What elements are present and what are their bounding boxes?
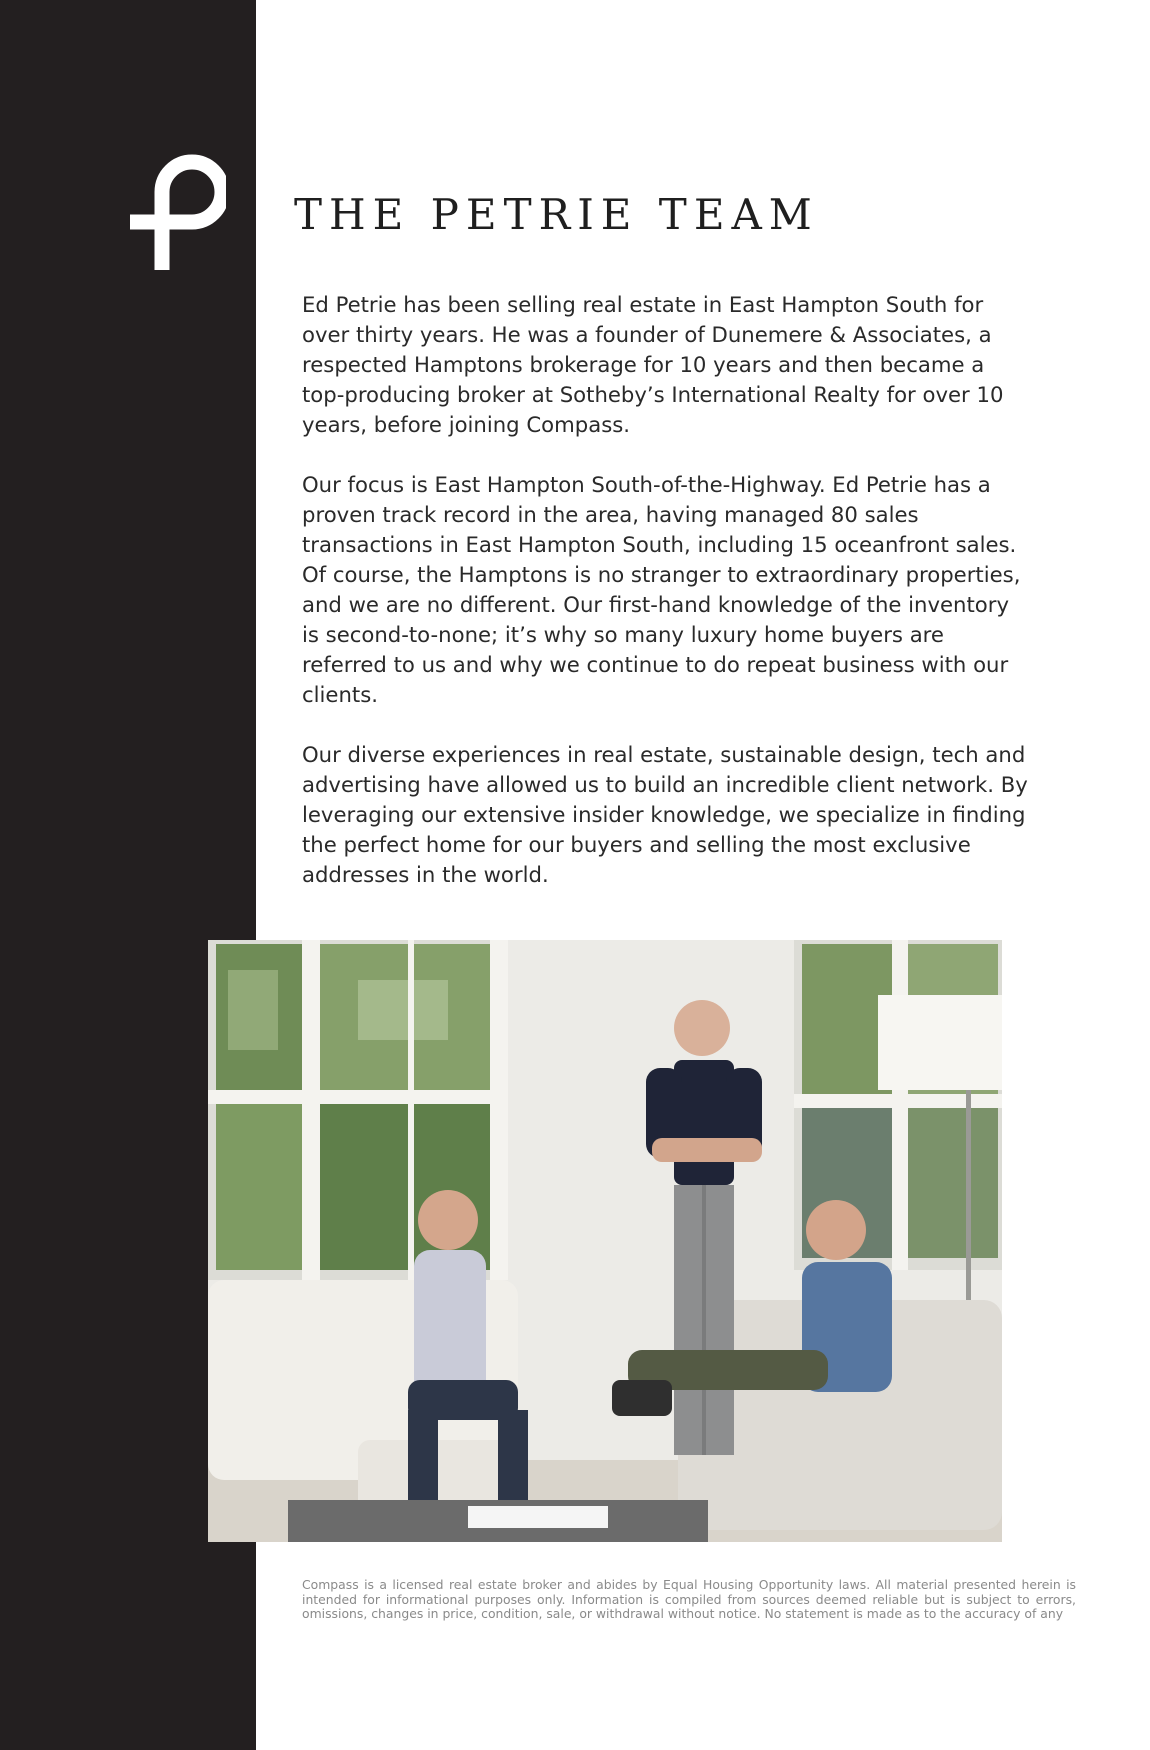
team-photo <box>208 940 1002 1542</box>
compass-p-logo-icon <box>126 148 226 270</box>
body-text <box>302 290 1032 920</box>
paragraph-focus: Our focus is East Hampton South-of-the-Highway. Ed Petrie has a proven track record in the area, having managed 80 sales transactions in East Hampton South, including 15 oceanfront sales. Of course, the Hamptons is no stranger to extraordinary properties, and we are no different. Our first-hand knowledge of the inventory is second-to-none; it’s why so many luxury home buyers are referred to us and why we continue to do repeat business with our clients. <box>302 472 1021 707</box>
disclaimer: Compass is a licensed real estate broker and abides by Equal Housing Opportunity laws. All material presented herein is intended for informational purposes only. Information is compiled from sources deemed reliable but is subject to errors, omissions, changes in price, condition, sale, or withdrawal without notice. No statement is made as to the accuracy of any <box>302 1577 1076 1621</box>
page-title: THE PETRIE TEAM <box>294 190 819 239</box>
paragraph-experience: Our diverse experiences in real estate, sustainable design, tech and advertising have allowed us to build an incredible client network. By leveraging our extensive insider knowledge, we specialize in finding the perfect home for our buyers and selling the most exclusive addresses in the world. <box>302 742 1028 887</box>
paragraph-intro: Ed Petrie has been selling real estate in East Hampton South for over thirty years. He was a founder of Dunemere & Associates, a respected Hamptons brokerage for 10 years and then became a top-producing broker at Sotheby’s International Realty for over 10 years, before joining Compass. <box>302 292 1004 437</box>
